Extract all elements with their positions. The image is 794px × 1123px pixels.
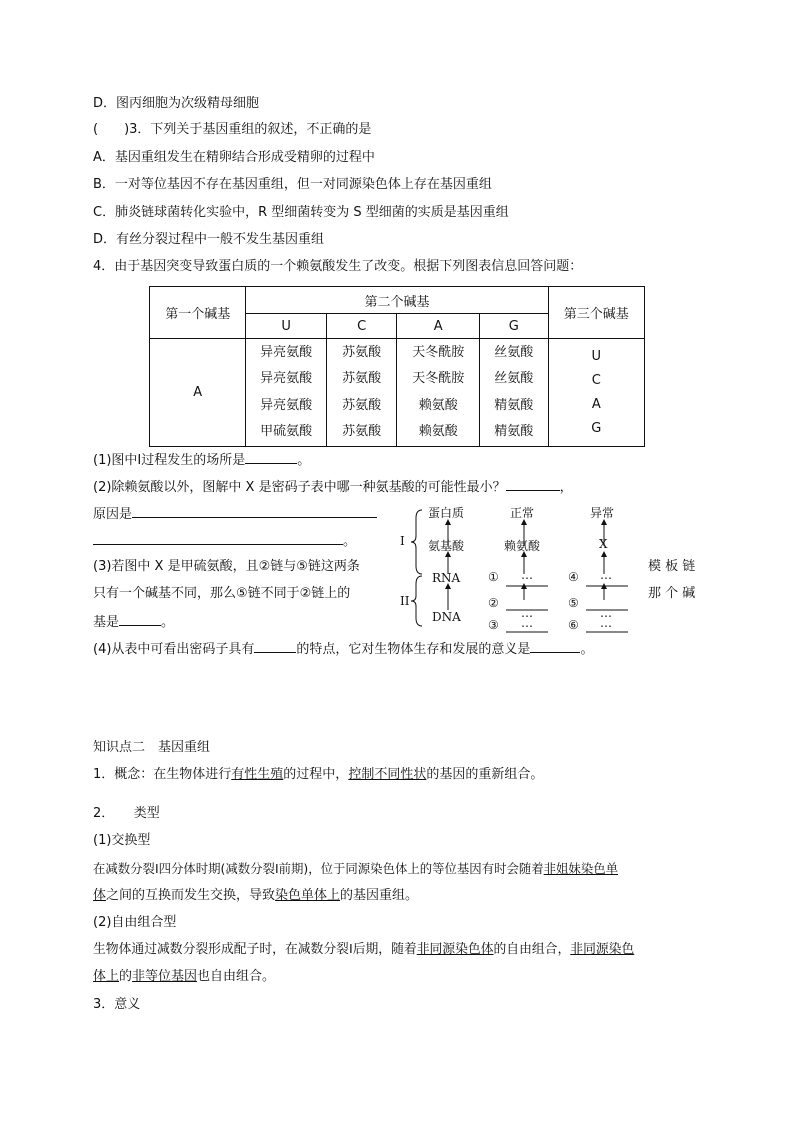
chain-3: ③ xyxy=(488,618,499,632)
type-2-key-2: 非同源染色 xyxy=(570,942,635,957)
question-3 xyxy=(93,121,371,139)
table-cell: 甲硫氨酸 xyxy=(260,424,313,439)
gene-expression-diagram xyxy=(398,502,648,637)
label-dna: DNA xyxy=(432,610,461,624)
sub-question-3-b-right: 那 个 碱 xyxy=(648,586,696,601)
answer-blank[interactable] xyxy=(132,504,377,518)
table-cell: C xyxy=(591,372,601,388)
table-cell: 苏氨酸 xyxy=(342,371,382,386)
answer-blank[interactable] xyxy=(245,450,297,464)
col-c-cells xyxy=(326,339,397,447)
type-2-text-2: 的自由组合， xyxy=(493,942,571,957)
type-1-end: 的基因重组。 xyxy=(340,888,419,903)
table-cell: 苏氨酸 xyxy=(342,397,382,413)
label-x: X xyxy=(599,537,608,551)
type-1-text: 在减数分裂Ⅰ四分体时期(减数分裂Ⅰ前期)，位于同源染色体上的等位基因有时会随着 xyxy=(93,861,544,876)
punct: 。 xyxy=(343,534,357,549)
type-2-end: 也自由组合。 xyxy=(197,969,276,984)
type-2-key: 非同源染色体 xyxy=(416,942,494,957)
sub-question-1-text: (1)图中Ⅰ过程发生的场所是 xyxy=(93,453,246,468)
table-cell: 赖氨酸 xyxy=(418,424,458,439)
label-process-1: I xyxy=(400,534,405,548)
option-d-prev: D．图丙细胞为次级精母细胞 xyxy=(93,96,260,111)
sub-question-2 xyxy=(93,477,573,497)
type-1-key-2: 染色单体上 xyxy=(275,888,341,903)
type-2-key-2: 非等位基因 xyxy=(132,969,198,984)
chain-6: ⑥ xyxy=(568,618,579,632)
col-head-a: A xyxy=(397,314,480,339)
label-process-2: II xyxy=(400,594,410,608)
chain-1: ① xyxy=(488,570,499,584)
punct: ， xyxy=(559,480,573,495)
concept-line xyxy=(93,766,543,784)
table-cell: 异亮氨酸 xyxy=(260,344,313,360)
answer-blank[interactable] xyxy=(506,477,560,491)
table-cell: G xyxy=(591,420,602,436)
third-base-cells xyxy=(548,339,644,447)
concept-end: 的基因的重新组合。 xyxy=(426,767,544,782)
codon-table xyxy=(149,286,645,447)
first-base-value: A xyxy=(150,339,246,447)
sub-question-4-text-2: 的特点，它对生物体生存和发展的意义是 xyxy=(296,642,531,657)
type-1-line-2 xyxy=(93,887,418,905)
label-amino-acid: 氨基酸 xyxy=(428,539,465,553)
answer-blank[interactable] xyxy=(93,531,343,545)
table-cell: 丝氨酸 xyxy=(494,371,534,386)
label-protein: 蛋白质 xyxy=(428,506,465,520)
type-1-line-1 xyxy=(93,860,618,878)
col-head-g: G xyxy=(479,314,548,339)
table-cell: 天冬酰胺 xyxy=(412,371,465,386)
type-2-line-2 xyxy=(93,968,275,986)
punct: 。 xyxy=(297,453,311,468)
concept-key-2: 控制不同性状 xyxy=(348,767,427,782)
table-cell: U xyxy=(591,348,602,364)
sub-question-4-text: (4)从表中可看出密码子具有 xyxy=(93,642,255,657)
section-title: 知识点二 基因重组 xyxy=(93,740,211,755)
concept-key-1: 有性生殖 xyxy=(231,767,284,782)
table-cell: 丝氨酸 xyxy=(494,344,534,360)
col-u-cells xyxy=(246,339,327,447)
sub-question-4 xyxy=(93,639,593,659)
type-1-text: 之间的互换而发生交换，导致 xyxy=(106,888,276,903)
dots: … xyxy=(521,568,533,582)
type-1-heading: (1)交换型 xyxy=(93,833,151,848)
sub-question-2-reason-cont xyxy=(93,531,356,551)
option-c: C．肺炎链球菌转化实验中，R 型细菌转变为 S 型细菌的实质是基因重组 xyxy=(93,205,509,220)
punct: 。 xyxy=(161,615,175,630)
sub-question-3-b: 只有一个碱基不同，那么⑤链不同于②链上的 xyxy=(93,586,351,601)
answer-blank[interactable] xyxy=(254,639,296,653)
table-cell: 苏氨酸 xyxy=(342,424,382,439)
sub-question-2-text: (2)除赖氨酸以外，图解中 X 是密码子表中哪一种氨基酸的可能性最小？ xyxy=(93,480,506,495)
col-g-cells xyxy=(479,339,548,447)
label-rna: RNA xyxy=(432,571,461,585)
punct: 。 xyxy=(580,642,594,657)
sub-question-3-c xyxy=(93,612,174,632)
option-d: D．有丝分裂过程中一般不发生基因重组 xyxy=(93,232,325,247)
reason-label: 原因是 xyxy=(93,507,133,522)
type-2-text: 生物体通过减数分裂形成配子时，在减数分裂Ⅰ后期，随着 xyxy=(93,942,417,957)
question-3-text: 3．下列关于基因重组的叙述，不正确的是 xyxy=(129,122,372,137)
answer-blank[interactable] xyxy=(530,639,580,653)
table-cell: A xyxy=(591,396,601,412)
dots: … xyxy=(521,616,533,630)
col-head-c: C xyxy=(326,314,397,339)
answer-blank[interactable] xyxy=(119,612,161,626)
table-cell: 赖氨酸 xyxy=(418,397,458,413)
dots: … xyxy=(600,568,612,582)
header-first-base: 第一个碱基 xyxy=(150,287,246,339)
col-head-u: U xyxy=(246,314,327,339)
col-a-cells xyxy=(397,339,480,447)
sub-question-1 xyxy=(93,450,310,470)
dots: … xyxy=(600,606,612,620)
table-cell: 精氨酸 xyxy=(494,424,534,439)
dots: … xyxy=(600,616,612,630)
type-2-key: 体上 xyxy=(93,969,120,984)
type-2-line-1 xyxy=(93,941,634,959)
type-2-text: 的 xyxy=(119,969,133,984)
sub-question-3-a: (3)若图中 X 是甲硫氨酸，且②链与⑤链这两条 xyxy=(93,559,360,574)
sub-question-3-c-text: 基是 xyxy=(93,615,120,630)
type-1-key: 非姐妹染色单 xyxy=(543,861,618,876)
option-b: B．一对等位基因不存在基因重组，但一对同源染色体上存在基因重组 xyxy=(93,177,492,192)
header-second-base: 第二个碱基 xyxy=(246,287,548,314)
concept-mid: 的过程中， xyxy=(283,767,349,782)
label-normal: 正常 xyxy=(510,506,535,520)
concept-label: 1．概念：在生物体进行 xyxy=(93,767,232,782)
table-cell: 精氨酸 xyxy=(494,397,534,413)
chain-2: ② xyxy=(488,596,499,610)
type-2-heading: (2)自由组合型 xyxy=(93,915,177,930)
table-cell: 苏氨酸 xyxy=(342,344,382,360)
table-cell: 异亮氨酸 xyxy=(260,371,313,386)
chain-5: ⑤ xyxy=(568,596,579,610)
types-heading: 2． 类型 xyxy=(93,806,160,821)
label-lysine: 赖氨酸 xyxy=(504,539,541,553)
dots: … xyxy=(521,606,533,620)
sub-question-2-reason xyxy=(93,504,377,524)
label-abnormal: 异常 xyxy=(590,506,615,520)
chain-4: ④ xyxy=(568,570,579,584)
question-4: 4．由于基因突变导致蛋白质的一个赖氨酸发生了改变。根据下列图表信息回答问题： xyxy=(93,259,583,274)
option-a: A．基因重组发生在精卵结合形成受精卵的过程中 xyxy=(93,150,375,165)
sub-question-3-a-right: 模 板 链 xyxy=(648,559,696,574)
header-third-base: 第三个碱基 xyxy=(548,287,644,339)
type-1-key: 体 xyxy=(93,888,107,903)
table-cell: 天冬酰胺 xyxy=(412,344,465,360)
answer-paren: ( ) xyxy=(93,122,130,137)
meaning-heading: 3．意义 xyxy=(93,997,141,1012)
table-cell: 异亮氨酸 xyxy=(260,397,313,413)
